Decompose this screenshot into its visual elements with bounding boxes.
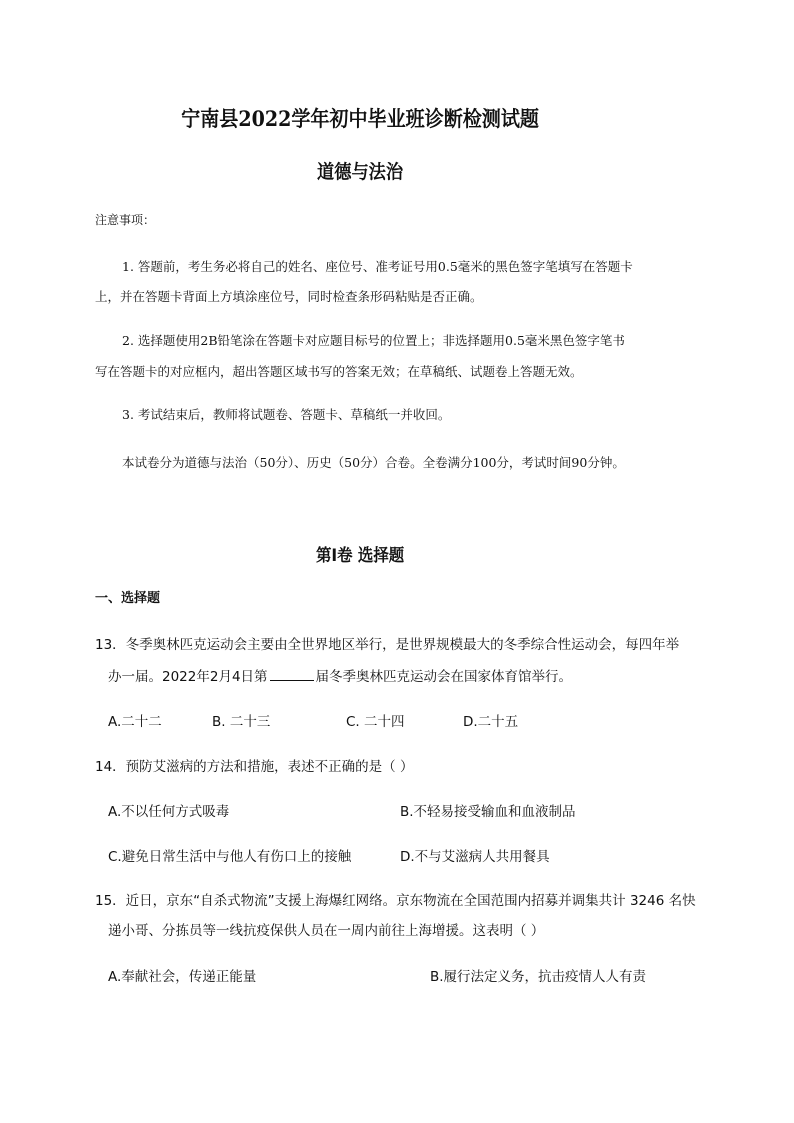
question-14-option-d: D.不与艾滋病人共用餐具 [400, 849, 550, 865]
notice-item-1-line-1: 1. 答题前，考生务必将自己的姓名、座位号、准考证号用0.5毫米的黑色签字笔填写在答题卡 [122, 259, 633, 274]
notice-item-2-line-1: 2. 选择题使用2B铅笔涂在答题卡对应题目标号的位置上；非选择题用0.5毫米黑色签字笔书 [122, 333, 625, 348]
question-14-option-c: C.避免日常生活中与他人有伤口上的接触 [108, 849, 352, 865]
question-13-line-1: 13．冬季奥林匹克运动会主要由全世界地区举行，是世界规模最大的冬季综合性运动会，每四年举 [95, 637, 680, 653]
question-15-option-b: B.履行法定义务，抗击疫情人人有责 [430, 969, 647, 985]
section-title: 第Ⅰ卷 选择题 [315, 546, 405, 566]
answer-blank [270, 666, 314, 681]
question-13-line-2-start: 办一届。2022年2月4日第 [108, 669, 268, 685]
question-13-option-b: B. 二十三 [212, 714, 271, 730]
notice-item-1-line-2: 上，并在答题卡背面上方填涂座位号，同时检查条形码粘贴是否正确。 [95, 289, 483, 304]
subject-title: 道德与法治 [316, 161, 404, 183]
exam-title: 宁南县2022学年初中毕业班诊断检测试题 [181, 106, 539, 131]
notice-item-3: 3. 考试结束后，教师将试题卷、答题卡、草稿纸一并收回。 [122, 407, 451, 422]
part-title: 一、选择题 [95, 591, 161, 606]
question-13-line-2-end: 届冬季奥林匹克运动会在国家体育馆举行。 [315, 669, 573, 685]
notice-item-4: 本试卷分为道德与法治（50分）、历史（50分）合卷。全卷满分100分，考试时间90分钟。 [122, 455, 625, 470]
question-14-stem: 14．预防艾滋病的方法和措施，表述不正确的是（ ） [95, 759, 414, 775]
question-13-option-c: C. 二十四 [346, 714, 405, 730]
question-13-option-a: A.二十二 [108, 714, 162, 730]
question-15-line-2: 递小哥、分拣员等一线抗疫保供人员在一周内前往上海增援。这表明（ ） [108, 923, 545, 939]
notice-label: 注意事项： [95, 213, 156, 227]
question-14-option-b: B.不轻易接受输血和血液制品 [400, 804, 576, 820]
question-14-option-a: A.不以任何方式吸毒 [108, 804, 230, 820]
question-13-line-2 [108, 666, 572, 688]
question-15-line-1: 15．近日，京东“自杀式物流”支援上海爆红网络。京东物流在全国范围内招募并调集共计 3246 名快 [95, 893, 696, 909]
question-13-option-d: D.二十五 [463, 714, 519, 730]
notice-item-2-line-2: 写在答题卡的对应框内，超出答题区域书写的答案无效；在草稿纸、试题卷上答题无效。 [95, 364, 583, 379]
question-15-option-a: A.奉献社会，传递正能量 [108, 969, 257, 985]
